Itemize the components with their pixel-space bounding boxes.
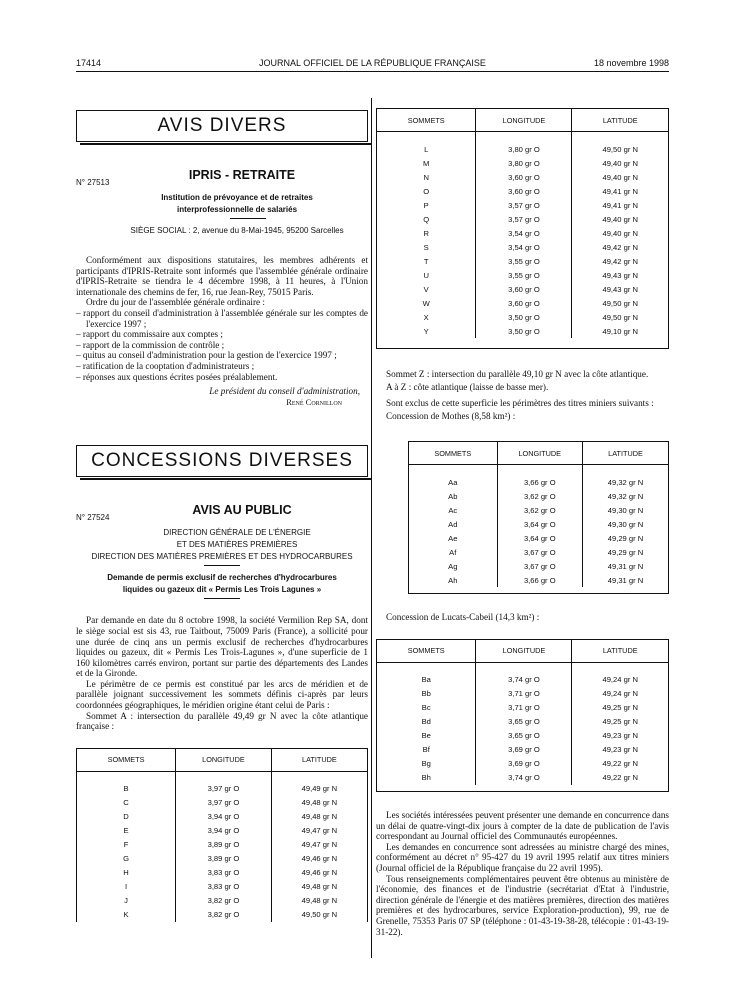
sommet-cell: P: [377, 198, 476, 212]
latitude-cell: 49,50 gr N: [572, 132, 668, 157]
longitude-cell: 3,89 gr O: [176, 838, 272, 852]
longitude-cell: 3,57 gr O: [476, 212, 572, 226]
table-row: [377, 757, 668, 771]
longitude-cell: 3,80 gr O: [476, 132, 572, 157]
latitude-cell: 49,32 gr N: [583, 489, 668, 503]
section-title: AVIS DIVERS: [157, 115, 287, 136]
journal-title: JOURNAL OFFICIEL DE LA RÉPUBLIQUE FRANÇAISE: [259, 58, 486, 68]
agenda-item: – rapport du conseil d'administration à l'assemblée générale sur les comptes de l'exercice 1997 ;: [76, 307, 368, 329]
sommet-cell: G: [77, 852, 176, 866]
table-row: [409, 573, 668, 587]
latitude-cell: 49,40 gr N: [572, 212, 668, 226]
longitude-cell: 3,94 gr O: [176, 824, 272, 838]
table-row: [377, 268, 668, 282]
latitude-cell: 49,46 gr N: [271, 866, 367, 880]
table-row: [409, 465, 668, 490]
sommet-cell: V: [377, 282, 476, 296]
column-header: SOMMETS: [409, 442, 497, 465]
table-row: [377, 198, 668, 212]
column-divider: [371, 98, 372, 958]
latitude-cell: 49,31 gr N: [583, 559, 668, 573]
longitude-cell: 3,67 gr O: [497, 545, 582, 559]
paragraph: Les sociétés intéressées peuvent présenter une demande en concurrence dans un délai de quatre-vingt-dix jours à compter de la date de publication de l'avis correspondant au Journal officiel des Communautés européennes.: [376, 809, 669, 842]
longitude-cell: 3,66 gr O: [497, 465, 582, 490]
paragraph: Sommet A : intersection du parallèle 49,49 gr N avec la côte atlantique française :: [76, 710, 368, 732]
table-row: [377, 212, 668, 226]
paragraph: Le périmètre de ce permis est constitué par les arcs de méridien et de parallèle joignant successivement les sommets définis ci-après par leurs coordonnées géographiques, le méridien origine étant celui de Paris :: [76, 678, 368, 711]
longitude-cell: 3,71 gr O: [476, 701, 572, 715]
latitude-cell: 49,48 gr N: [271, 810, 367, 824]
paragraph: Par demande en date du 8 octobre 1998, la société Vermilion Rep SA, dont le siège social est sis 43, rue Taitbout, 75009 Paris (France), a sollicité pour une durée de cinq ans un permis exclusif de recherches d'hydrocarbures liquides ou gazeux, dit « Permis Les Trois-Lagunes », d'une superficie de 1 160 kilomètres carrés environ, portant sur partie des départements des Landes et de la Gironde.: [76, 615, 368, 679]
table-row: [377, 743, 668, 757]
column-header: LATITUDE: [583, 442, 668, 465]
longitude-cell: 3,54 gr O: [476, 226, 572, 240]
coordinates-table-3: [408, 441, 669, 594]
latitude-cell: 49,22 gr N: [572, 771, 668, 785]
sommet-cell: Ad: [409, 517, 497, 531]
institution-line1: Institution de prévoyance et de retraites: [161, 193, 313, 202]
table-row: [377, 296, 668, 310]
sommet-cell: Ab: [409, 489, 497, 503]
column-header: LONGITUDE: [476, 640, 572, 663]
column-header: SOMMETS: [77, 749, 176, 772]
coordinates-table-4: [376, 639, 669, 792]
longitude-cell: 3,64 gr O: [497, 517, 582, 531]
latitude-cell: 49,25 gr N: [572, 701, 668, 715]
longitude-cell: 3,97 gr O: [176, 796, 272, 810]
table-row: [377, 701, 668, 715]
sommet-cell: R: [377, 226, 476, 240]
latitude-cell: 49,46 gr N: [271, 852, 367, 866]
agenda-item: – rapport de la commission de contrôle ;: [76, 339, 225, 350]
longitude-cell: 3,94 gr O: [176, 810, 272, 824]
latitude-cell: 49,50 gr N: [572, 310, 668, 324]
longitude-cell: 3,62 gr O: [497, 503, 582, 517]
notice-header: [76, 168, 368, 192]
agenda-item: – rapport du commissaire aux comptes ;: [76, 329, 223, 340]
latitude-cell: 49,22 gr N: [572, 757, 668, 771]
sommet-cell: Bh: [377, 771, 476, 785]
column-header: LATITUDE: [572, 109, 668, 132]
paragraph: Sommet Z : intersection du parallèle 49,10 gr N avec la côte atlantique.: [386, 369, 649, 379]
longitude-cell: 3,57 gr O: [476, 198, 572, 212]
longitude-cell: 3,74 gr O: [476, 771, 572, 785]
longitude-cell: 3,65 gr O: [476, 715, 572, 729]
table-row: [409, 489, 668, 503]
longitude-cell: 3,67 gr O: [497, 559, 582, 573]
paragraph: Conformément aux dispositions statutaires, les membres adhérents et participants d'IPRIS-Retraite sont informés que l'assemblée générale ordinaire d'IPRIS-Retraite se tiendra le 4 décembre 1998, à 11 heures, à l'Union internationale des chemins de fer, 16, rue Jean-Rey, 75015 Paris.: [76, 255, 368, 297]
latitude-cell: 49,49 gr N: [271, 771, 367, 796]
latitude-cell: 49,30 gr N: [583, 503, 668, 517]
longitude-cell: 3,69 gr O: [476, 757, 572, 771]
sommet-cell: H: [77, 866, 176, 880]
latitude-cell: 49,29 gr N: [583, 531, 668, 545]
sommet-cell: U: [377, 268, 476, 282]
latitude-cell: 49,25 gr N: [572, 715, 668, 729]
sommet-cell: Bc: [377, 701, 476, 715]
latitude-cell: 49,48 gr N: [271, 880, 367, 894]
table-row: [77, 908, 367, 922]
latitude-cell: 49,29 gr N: [583, 545, 668, 559]
latitude-cell: 49,40 gr N: [572, 156, 668, 170]
sommet-cell: Ba: [377, 662, 476, 687]
coordinates-table-1: [76, 748, 368, 922]
latitude-cell: 49,40 gr N: [572, 226, 668, 240]
column-header: LONGITUDE: [497, 442, 582, 465]
latitude-cell: 49,31 gr N: [583, 573, 668, 587]
longitude-cell: 3,60 gr O: [476, 184, 572, 198]
direction-line2: ET DES MATIÈRES PREMIÈRES: [176, 540, 298, 550]
longitude-cell: 3,83 gr O: [176, 866, 272, 880]
column-header: LATITUDE: [572, 640, 668, 663]
paragraph: Concession de Mothes (8,58 km²) :: [386, 410, 516, 421]
longitude-cell: 3,83 gr O: [176, 880, 272, 894]
longitude-cell: 3,82 gr O: [176, 894, 272, 908]
longitude-cell: 3,62 gr O: [497, 489, 582, 503]
latitude-cell: 49,43 gr N: [572, 282, 668, 296]
column-header: LONGITUDE: [176, 749, 272, 772]
section-title: CONCESSIONS DIVERSES: [91, 450, 353, 472]
siege-social: SIÈGE SOCIAL : 2, avenue du 8-Mai-1945, 95200 Sarcelles: [130, 226, 344, 235]
table-row: [377, 687, 668, 701]
table-row: [377, 240, 668, 254]
paragraph: Concession de Lucats-Cabeil (14,3 km²) :: [386, 612, 540, 623]
section-concessions: [76, 445, 368, 477]
sommet-cell: Ae: [409, 531, 497, 545]
longitude-cell: 3,60 gr O: [476, 296, 572, 310]
latitude-cell: 49,24 gr N: [572, 687, 668, 701]
longitude-cell: 3,71 gr O: [476, 687, 572, 701]
sommet-cell: J: [77, 894, 176, 908]
longitude-cell: 3,64 gr O: [497, 531, 582, 545]
demande-line1: Demande de permis exclusif de recherches d'hydrocarbures: [107, 573, 337, 583]
table-row: [77, 852, 367, 866]
latitude-cell: 49,40 gr N: [572, 170, 668, 184]
short-rule: [204, 598, 240, 599]
sommet-cell: Bd: [377, 715, 476, 729]
left-column: [76, 100, 368, 922]
sommet-cell: Q: [377, 212, 476, 226]
sommet-cell: D: [77, 810, 176, 824]
longitude-cell: 3,80 gr O: [476, 156, 572, 170]
direction-line3: DIRECTION DES MATIÈRES PREMIÈRES ET DES HYDROCARBURES: [91, 552, 353, 562]
longitude-cell: 3,60 gr O: [476, 282, 572, 296]
longitude-cell: 3,97 gr O: [176, 771, 272, 796]
table-row: [377, 771, 668, 785]
column-header: LONGITUDE: [476, 109, 572, 132]
agenda-item: – réponses aux questions écrites posées préalablement.: [76, 371, 278, 382]
sommet-cell: Ag: [409, 559, 497, 573]
table-row: [409, 545, 668, 559]
table-row: [377, 729, 668, 743]
longitude-cell: 3,60 gr O: [476, 170, 572, 184]
institution-line2: interprofessionnelle de salariés: [176, 205, 298, 214]
table-row: [377, 282, 668, 296]
sommet-cell: W: [377, 296, 476, 310]
table-row: [377, 324, 668, 338]
sommet-cell: Bg: [377, 757, 476, 771]
latitude-cell: 49,41 gr N: [572, 184, 668, 198]
notice-header: [76, 503, 368, 527]
sommet-cell: N: [377, 170, 476, 184]
latitude-cell: 49,42 gr N: [572, 240, 668, 254]
sommet-cell: Aa: [409, 465, 497, 490]
table-row: [377, 170, 668, 184]
longitude-cell: 3,82 gr O: [176, 908, 272, 922]
latitude-cell: 49,30 gr N: [583, 517, 668, 531]
table-row: [77, 810, 367, 824]
section-avis-divers: [76, 110, 368, 142]
latitude-cell: 49,32 gr N: [583, 465, 668, 490]
table-row: [377, 254, 668, 268]
longitude-cell: 3,50 gr O: [476, 324, 572, 338]
sommet-cell: E: [77, 824, 176, 838]
sommet-cell: M: [377, 156, 476, 170]
demande-line2: liquides ou gazeux dit « Permis Les Trois Lagunes »: [122, 585, 322, 595]
latitude-cell: 49,41 gr N: [572, 198, 668, 212]
notice-number: N° 27524: [76, 513, 110, 523]
short-rule: [230, 218, 266, 219]
longitude-cell: 3,65 gr O: [476, 729, 572, 743]
longitude-cell: 3,89 gr O: [176, 852, 272, 866]
coordinates-table-2: [376, 108, 669, 349]
notice-number: N° 27513: [76, 178, 110, 187]
table-row: [377, 310, 668, 324]
sommet-cell: O: [377, 184, 476, 198]
table-row: [77, 838, 367, 852]
right-column: [376, 100, 669, 937]
table-row: [77, 880, 367, 894]
table-row: [77, 894, 367, 908]
latitude-cell: 49,48 gr N: [271, 894, 367, 908]
sommet-cell: Bb: [377, 687, 476, 701]
notice-title: IPRIS - RETRAITE: [188, 168, 296, 182]
sommet-cell: K: [77, 908, 176, 922]
sommet-cell: X: [377, 310, 476, 324]
sommet-cell: Be: [377, 729, 476, 743]
signature-role: Le président du conseil d'administration,: [209, 386, 360, 397]
longitude-cell: 3,74 gr O: [476, 662, 572, 687]
issue-date: 18 novembre 1998: [593, 58, 669, 68]
latitude-cell: 49,42 gr N: [572, 254, 668, 268]
longitude-cell: 3,55 gr O: [476, 254, 572, 268]
latitude-cell: 49,23 gr N: [572, 743, 668, 757]
table-row: [377, 184, 668, 198]
latitude-cell: 49,50 gr N: [271, 908, 367, 922]
table-row: [377, 132, 668, 157]
paragraph: Tous renseignements complémentaires peuvent être obtenus au ministère de l'économie, des finances et de l'industrie (secrétariat d'Etat à l'industrie, direction générale de l'énergie et des matières premières, direction des matières premières et des hydrocarbures, service Exploration-production), 99, rue de Grenelle, 75353 Paris 07 SP (téléphone : 01-43-19-38-28, télécopie : 01-43-19-31-22).: [376, 873, 669, 937]
sommet-cell: F: [77, 838, 176, 852]
table-row: [377, 226, 668, 240]
page-header: [76, 58, 669, 72]
table-row: [77, 771, 367, 796]
sommet-cell: C: [77, 796, 176, 810]
paragraph: A à Z : côte atlantique (laisse de basse mer).: [386, 381, 549, 392]
short-rule: [204, 565, 240, 566]
latitude-cell: 49,43 gr N: [572, 268, 668, 282]
agenda-item: – ratification de la cooptation d'administrateurs ;: [76, 360, 255, 371]
latitude-cell: 49,50 gr N: [572, 296, 668, 310]
longitude-cell: 3,54 gr O: [476, 240, 572, 254]
column-header: SOMMETS: [377, 640, 476, 663]
table-row: [77, 824, 367, 838]
sommet-cell: L: [377, 132, 476, 157]
table-row: [409, 531, 668, 545]
latitude-cell: 49,47 gr N: [271, 824, 367, 838]
table-row: [377, 715, 668, 729]
latitude-cell: 49,47 gr N: [271, 838, 367, 852]
latitude-cell: 49,10 gr N: [572, 324, 668, 338]
table-row: [77, 796, 367, 810]
sommet-cell: Ac: [409, 503, 497, 517]
latitude-cell: 49,48 gr N: [271, 796, 367, 810]
paragraph: Les demandes en concurrence sont adressées au ministre chargé des mines, conformément au décret n° 95-427 du 19 avril 1995 relatif aux titres miniers (Journal officiel de la République française du 22 avril 1995).: [376, 841, 669, 873]
page-number: 17414: [76, 58, 102, 68]
signature-name: René Cornillon: [286, 396, 342, 407]
sommet-cell: I: [77, 880, 176, 894]
column-header: SOMMETS: [377, 109, 476, 132]
direction-line1: DIRECTION GÉNÉRALE DE L'ÉNERGIE: [163, 528, 311, 538]
table-row: [377, 662, 668, 687]
paragraph: Sont exclus de cette superficie les périmètres des titres miniers suivants :: [386, 398, 654, 409]
agenda-list: [76, 308, 368, 382]
longitude-cell: 3,69 gr O: [476, 743, 572, 757]
column-header: LATITUDE: [271, 749, 367, 772]
sommet-cell: Y: [377, 324, 476, 338]
table-row: [409, 517, 668, 531]
sommet-cell: Bf: [377, 743, 476, 757]
latitude-cell: 49,23 gr N: [572, 729, 668, 743]
longitude-cell: 3,50 gr O: [476, 310, 572, 324]
sommet-cell: Af: [409, 545, 497, 559]
paragraph: Ordre du jour de l'assemblée générale ordinaire :: [86, 297, 265, 308]
notice-title: AVIS AU PUBLIC: [192, 503, 292, 518]
header-rule: [76, 71, 669, 72]
table-row: [409, 503, 668, 517]
table-row: [377, 156, 668, 170]
agenda-item: – quitus au conseil d'administration pour la gestion de l'exercice 1997 ;: [76, 350, 337, 361]
table-row: [409, 559, 668, 573]
sommet-cell: T: [377, 254, 476, 268]
latitude-cell: 49,24 gr N: [572, 662, 668, 687]
sommet-cell: Ah: [409, 573, 497, 587]
longitude-cell: 3,55 gr O: [476, 268, 572, 282]
table-row: [77, 866, 367, 880]
sommet-cell: S: [377, 240, 476, 254]
sommet-cell: B: [77, 771, 176, 796]
longitude-cell: 3,66 gr O: [497, 573, 582, 587]
